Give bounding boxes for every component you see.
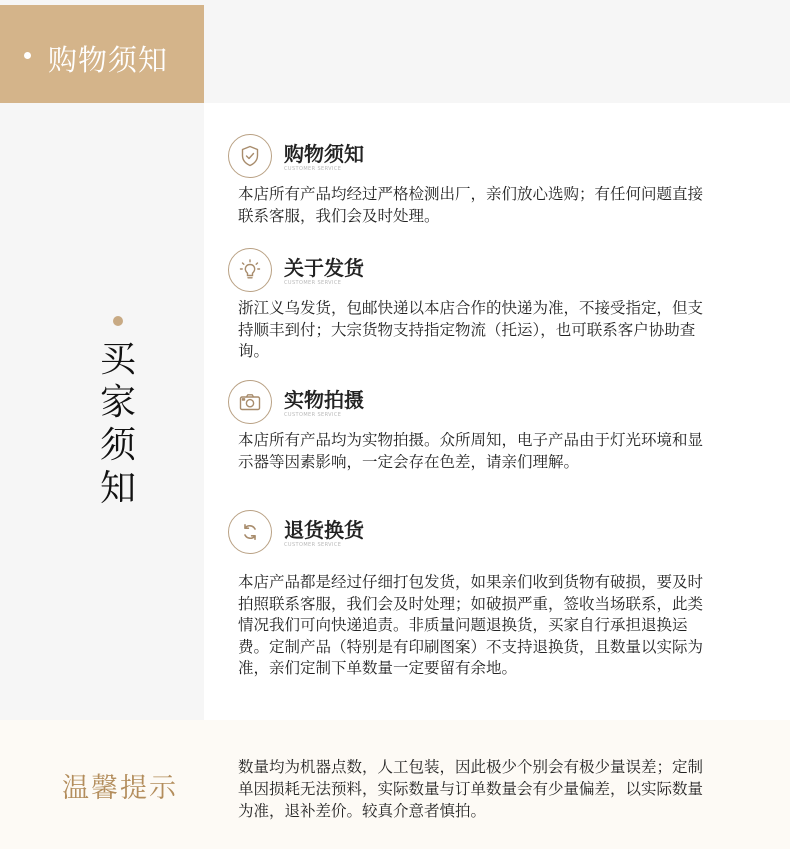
section-title: 购物须知 — [284, 142, 364, 166]
section-returns — [226, 510, 726, 710]
section-body: 本店所有产品均经过严格检测出厂，亲们放心选购；有任何问题直接联系客服，我们会及时处理。 — [238, 185, 704, 225]
section-title: 实物拍摄 — [284, 388, 364, 412]
section-body: 本店产品都是经过仔细打包发货，如果亲们收到货物有破损，要及时拍照联系客服，我们会及时处理；如破损严重，签收当场联系，此类情况我们可向快递追责。非质量问题退换货，买家自行承担退换运费。定制产品（特别是有印刷图案）不支持退换货，且数量以实际为准，亲们定制下单数量一定要留有余地。 — [238, 573, 704, 677]
section-title: 退货换货 — [284, 518, 364, 542]
section-title: 关于发货 — [284, 256, 364, 280]
camera-icon — [228, 380, 272, 424]
sidebar-title-char: 家 — [99, 382, 136, 423]
section-real-photos — [226, 380, 726, 490]
sidebar-title-char: 买 — [99, 339, 136, 380]
sidebar-dot — [113, 316, 123, 326]
sidebar-title — [95, 338, 141, 510]
section-subtitle: CUSTOMER SERVICE — [284, 280, 342, 286]
section-body: 本店所有产品均为实物拍摄。众所周知，电子产品由于灯光环境和显示器等因素影响，一定会存在色差，请亲们理解。 — [238, 431, 704, 471]
exchange-arrows-icon — [228, 510, 272, 554]
header-title: 购物须知 — [48, 43, 169, 77]
tip-body: 数量均为机器点数，人工包装，因此极少个别会有极少量误差；定制单因损耗无法预料，实际数量与订单数量会有少量偏差，以实际数量为准，退补差价。较真介意者慎拍。 — [238, 758, 704, 820]
sidebar-title-char: 须 — [99, 425, 136, 466]
section-body: 浙江义乌发货，包邮快递以本店合作的快递为准，不接受指定，但支持顺丰到付；大宗货物支持指定物流（托运），也可联系客户协助查询。 — [238, 299, 704, 360]
section-subtitle: CUSTOMER SERVICE — [284, 166, 342, 172]
lightbulb-icon — [228, 248, 272, 292]
section-shopping-notice — [226, 134, 726, 234]
header-tab — [0, 5, 204, 103]
section-shipping — [226, 248, 726, 368]
tip-title: 温馨提示 — [62, 773, 178, 804]
bullet-dot — [24, 52, 31, 59]
section-subtitle: CUSTOMER SERVICE — [284, 542, 342, 548]
sidebar-title-char: 知 — [99, 468, 136, 509]
shield-check-icon — [228, 134, 272, 178]
section-subtitle: CUSTOMER SERVICE — [284, 412, 342, 418]
